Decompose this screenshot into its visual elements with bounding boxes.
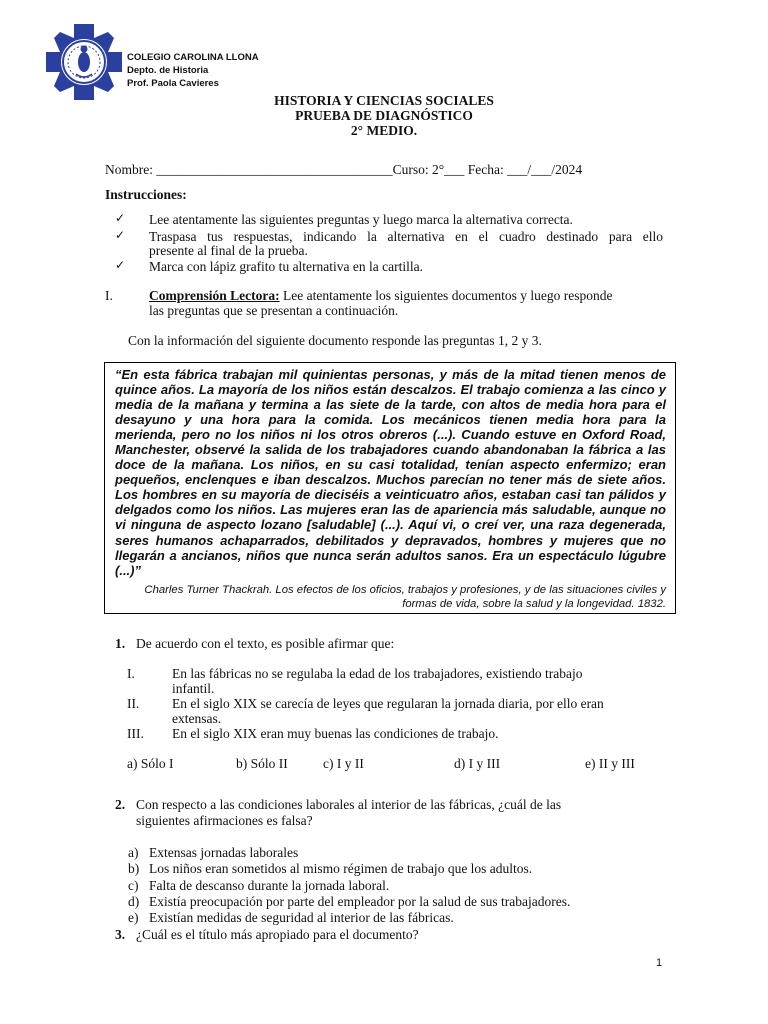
school-name: COLEGIO CAROLINA LLONA (127, 52, 259, 63)
section-title: Comprensión Lectora: (149, 288, 280, 303)
check-icon: ✓ (115, 258, 126, 272)
subject-title: HISTORIA Y CIENCIAS SOCIALES (274, 93, 494, 108)
answer-option[interactable]: a) Sólo I (127, 756, 174, 771)
teacher: Prof. Paola Cavieres (127, 78, 219, 89)
option-text[interactable]: Extensas jornadas laborales (149, 845, 299, 860)
option-text[interactable]: Falta de descanso durante la jornada laboral. (149, 878, 390, 893)
option-letter[interactable]: a) (128, 845, 139, 860)
document-quote-box (104, 362, 676, 614)
instruction-item: Lee atentamente las siguientes preguntas y luego marca la alternativa correcta. (149, 212, 573, 227)
section-numeral: I. (105, 288, 113, 303)
question-stem: ¿Cuál es el título más apropiado para el documento? (136, 927, 419, 942)
statement-numeral: III. (127, 726, 144, 741)
grade-title: 2° MEDIO. (350, 123, 418, 138)
quote-text: “En esta fábrica trabajan mil quinientas personas, y más de la mitad tienen menos de quince años. La mayoría de los niños están descalzos. El trabajo comienza a las cinco y media de la mañana y termina a las siete de la tarde, con altos de media hora para el desayuno y una hora para la comida. Los mecánicos tienen media hora para la merienda, pero no los niños ni los otros obreros (...). Cuando estuve en Oxford Road, Manchester, observé la salida de los trabajadores cuando abandonaban la fábrica a las doce de la mañana. Los niños, en su casi totalidad, tenían aspecto enfermizo; eran pequeños, enclenques e iban descalzos. Muchos parecían no tener más de siete años. Los hombres en su mayoría de dieciséis a veinticuatro años, estaban casi tan pálidos y delgados como los niños. Las mujeres eran las de apariencia más saludable, aunque no vi ninguna de aspecto lozano [saludable] (...). Aquí vi, o creí ver, una raza degenerada, seres humanos achaparrados, debilitados y depravados, hombres y mujeres que no llegarán a ancianos, niños que nunca serán adultos sanos. Era un espectáculo lúgubre (...)” (115, 367, 666, 578)
answer-option[interactable]: d) I y III (454, 756, 501, 771)
page-number: 1 (656, 957, 663, 969)
question-number: 2. (115, 797, 126, 812)
quote-citation: Charles Turner Thackrah. Los efectos de los oficios, trabajos y profesiones, y de las situaciones civiles y formas de vida, sobre la salud y la longevidad. 1832. (144, 584, 666, 610)
statement-text-cont: infantil. (172, 681, 215, 696)
statement-text: En las fábricas no se regulaba la edad de los trabajadores, existiendo trabajo (172, 666, 583, 681)
instruction-item-cont: presente al final de la prueba. (149, 243, 308, 258)
test-title: PRUEBA DE DIAGNÓSTICO (295, 108, 473, 123)
answer-option[interactable]: c) I y II (323, 756, 364, 771)
question-stem-cont: siguientes afirmaciones es falsa? (136, 813, 313, 828)
section-heading-line (149, 288, 613, 304)
check-icon: ✓ (115, 228, 126, 242)
option-text[interactable]: Existía preocupación por parte del empleador por la salud de sus trabajadores. (149, 894, 571, 909)
question-stem: Con respecto a las condiciones laborales al interior de las fábricas, ¿cuál de las (136, 797, 562, 812)
instructions-heading: Instrucciones: (105, 187, 187, 202)
section-intro: Con la información del siguiente documento responde las preguntas 1, 2 y 3. (128, 333, 542, 348)
option-letter[interactable]: b) (128, 861, 140, 876)
statement-numeral: II. (127, 696, 140, 711)
option-letter[interactable]: d) (128, 894, 140, 909)
school-logo (46, 24, 122, 100)
option-text[interactable]: Los niños eran sometidos al mismo régimen de trabajo que los adultos. (149, 861, 533, 876)
check-icon: ✓ (115, 211, 126, 225)
statement-numeral: I. (127, 666, 135, 681)
student-info-line[interactable]: Nombre: ___________________________________Curso: 2°___ Fecha: ___/___/2024 (105, 162, 583, 177)
instruction-item: Marca con lápiz grafito tu alternativa en la cartilla. (149, 259, 423, 274)
question-stem: De acuerdo con el texto, es posible afirmar que: (136, 636, 395, 651)
document-titles (0, 93, 768, 138)
department: Depto. de Historia (127, 65, 209, 76)
statement-text: En el siglo XIX se carecía de leyes que regularan la jornada diaria, por ello eran (172, 696, 604, 711)
statement-text-cont: extensas. (172, 711, 222, 726)
option-letter[interactable]: c) (128, 878, 139, 893)
statement-text: En el siglo XIX eran muy buenas las condiciones de trabajo. (172, 726, 499, 741)
instruction-item: Traspasa tus respuestas, indicando la alternativa en el cuadro destinado para ello (149, 229, 663, 244)
option-letter[interactable]: e) (128, 910, 139, 925)
answer-option[interactable]: b) Sólo II (236, 756, 288, 771)
question-number: 3. (115, 927, 126, 942)
section-text-cont: las preguntas que se presentan a continuación. (149, 303, 399, 318)
option-text[interactable]: Existían medidas de seguridad al interior de las fábricas. (149, 910, 454, 925)
answer-option[interactable]: e) II y III (585, 756, 635, 771)
question-number: 1. (115, 636, 126, 651)
school-header (127, 51, 259, 90)
section-text: Lee atentamente los siguientes documentos y luego responde (279, 288, 613, 303)
